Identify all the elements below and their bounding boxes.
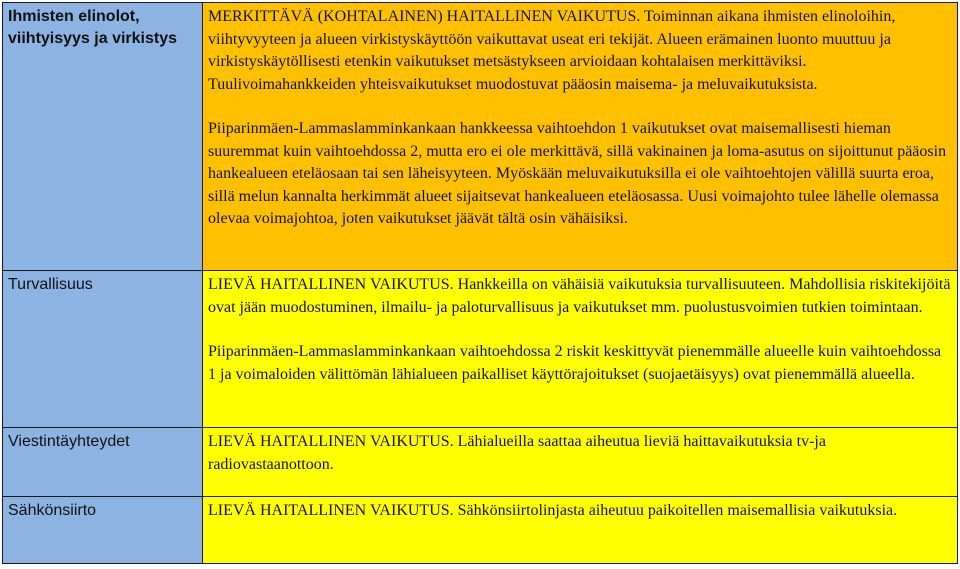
paragraph: LIEVÄ HAITALLINEN VAIKUTUS. Lähialueilla saattaa aiheutua lieviä haittavaikutuksia tv-ja radiovastaanottoon.	[208, 433, 826, 473]
paragraph-gap	[208, 96, 953, 118]
paragraph: LIEVÄ HAITALLINEN VAIKUTUS. Hankkeilla on vähäisiä vaikutuksia turvallisuuteen. Mahdollisia riskitekijöitä ovat jään muodostuminen, ilmailu- ja paloturvallisuus ja vaikutukset mm. puolustusvoimien tutkien toimintaan.	[208, 276, 951, 316]
row-content-communications	[203, 428, 958, 497]
paragraph: MERKITTÄVÄ (KOHTALAINEN) HAITALLINEN VAIKUTUS. Toiminnan aikana ihmisten elinoloihin, viihtyvyyteen ja alueen virkistyskäyttöön vaikuttavat useat eri tekijät. Alueen erämainen luonto muuttuu ja virkistyskäytöllisesti etenkin vaikutukset metsästykseen arvioidaan kohtalaisen merkittäviksi. Tuulivoimahankkeiden yhteisvaikutukset muodostuvat pääosin maisema- ja meluvaikutuksista.	[208, 8, 896, 93]
table-row	[3, 3, 958, 271]
row-label-safety: Turvallisuus	[3, 271, 203, 428]
paragraph: LIEVÄ HAITALLINEN VAIKUTUS. Sähkönsiirtolinjasta aiheutuu paikoitellen maisemallisia vaikutuksia.	[208, 502, 898, 519]
row-label-communications: Viestintäyhteydet	[3, 428, 203, 497]
row-label-living-conditions: Ihmisten elinolot, viihtyisyys ja virkistys	[3, 3, 203, 271]
impact-assessment-table	[2, 2, 958, 564]
table-row	[3, 497, 958, 564]
paragraph: Piiparinmäen-Lammaslamminkankaan vaihtoehdossa 2 riskit keskittyvät pienemmälle alueelle kuin vaihtoehdossa 1 ja voimaloiden välittömän lähialueen paikalliset käyttörajoitukset (suojaetäisyys) ovat pienemmällä alueella.	[208, 343, 942, 383]
row-label-power-transmission: Sähkönsiirto	[3, 497, 203, 564]
paragraph-gap	[208, 319, 953, 341]
paragraph: Piiparinmäen-Lammaslamminkankaan hankkeessa vaihtoehdon 1 vaikutukset ovat maisemallisesti hieman suuremmat kuin vaihtoehdossa 2, mutta ero ei ole merkittävä, sillä vakinainen ja loma-asutus on sijoittunut pääosin hankealueen eteläosaan tai sen läheisyyteen. Myöskään meluvaikutuksilla ei ole vaihtoehtojen välillä suurta eroa, sillä melun kannalta herkimmät alueet sijaitsevat hankealueen eteläosassa. Uusi voimajohto tulee lähelle olemassa olevaa voimajohtoa, joten vaikutukset jäävät tältä osin vähäisiksi.	[208, 120, 947, 227]
table-row	[3, 271, 958, 428]
table-row	[3, 428, 958, 497]
row-content-safety	[203, 271, 958, 428]
row-content-power-transmission	[203, 497, 958, 564]
row-content-living-conditions	[203, 3, 958, 271]
